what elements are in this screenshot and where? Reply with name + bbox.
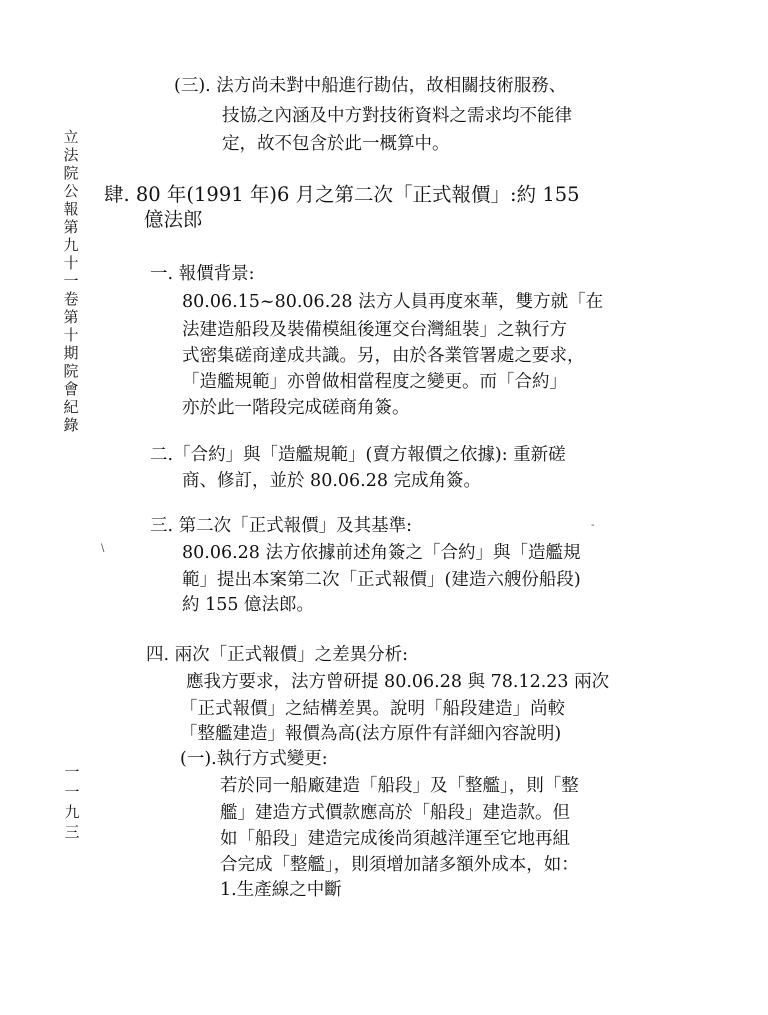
text-line: 式密集磋商達成共識。另，由於各業管署處之要求， <box>182 346 585 366</box>
text-line: (三). 法方尚未對中船進行勘估，故相關技術服務、 <box>174 76 567 96</box>
section-heading: 肆. 80 年(1991 年)6 月之第二次「正式報價」:約 155 <box>104 183 580 206</box>
text-line: 若於同一船廠建造「船段」及「整艦」，則「整 <box>220 776 579 796</box>
text-line: 1.生產線之中斷 <box>220 880 342 900</box>
item-heading: 二.「合約」與「造艦規範」(賣方報價之依據): 重新磋 <box>150 445 566 465</box>
text-line: 「造艦規範」亦曾做相當程度之變更。而「合約」 <box>182 372 567 392</box>
text-line: 如「船段」建造完成後尚須越洋運至它地再組 <box>220 829 570 849</box>
item-heading: 一. 報價背景: <box>150 264 255 284</box>
text-line: 範」提出本案第二次「正式報價」(建造六艘份船段) <box>182 570 581 590</box>
sub-item-heading: (一).執行方式變更: <box>180 749 328 769</box>
text-line: 「整艦建造」報價為高(法方原件有詳細內容說明) <box>180 724 562 744</box>
sidebar-publication-info: 立法院公報 第九十一卷 第十期 院會紀錄 <box>63 128 94 434</box>
text-line: 合完成「整艦」，則須增加諸多額外成本，如： <box>220 855 579 875</box>
text-line: 80.06.15~80.06.28 法方人員再度來華，雙方就「在 <box>182 292 604 312</box>
item-heading: 三. 第二次「正式報價」及其基準: <box>150 516 413 536</box>
text-line: 艦」建造方式價款應高於「船段」建造款。但 <box>220 803 570 823</box>
scan-speck: - <box>591 520 595 531</box>
page-number: 一一九三 <box>64 763 80 841</box>
text-line: 約 155 億法郎。 <box>182 595 315 615</box>
text-line: 亦於此一階段完成磋商角簽。 <box>182 398 410 418</box>
text-line: 定，故不包含於此一概算中。 <box>222 134 450 154</box>
text-line: 商、修訂，並於 80.06.28 完成角簽。 <box>182 471 482 491</box>
text-line: 法建造船段及裝備模組後運交台灣組裝」之執行方 <box>182 320 567 340</box>
item-heading: 四. 兩次「正式報價」之差異分析: <box>146 645 409 665</box>
section-heading-cont: 億法郎 <box>144 208 203 231</box>
scan-speck: \ <box>101 543 105 554</box>
text-line: 「正式報價」之結構差異。說明「船段建造」尚較 <box>180 699 565 719</box>
text-line: 80.06.28 法方依據前述角簽之「合約」與「造艦規 <box>182 543 581 563</box>
text-line: 應我方要求，法方曾研提 80.06.28 與 78.12.23 兩次 <box>186 672 610 692</box>
text-line: 技協之內涵及中方對技術資料之需求均不能律 <box>222 106 572 126</box>
